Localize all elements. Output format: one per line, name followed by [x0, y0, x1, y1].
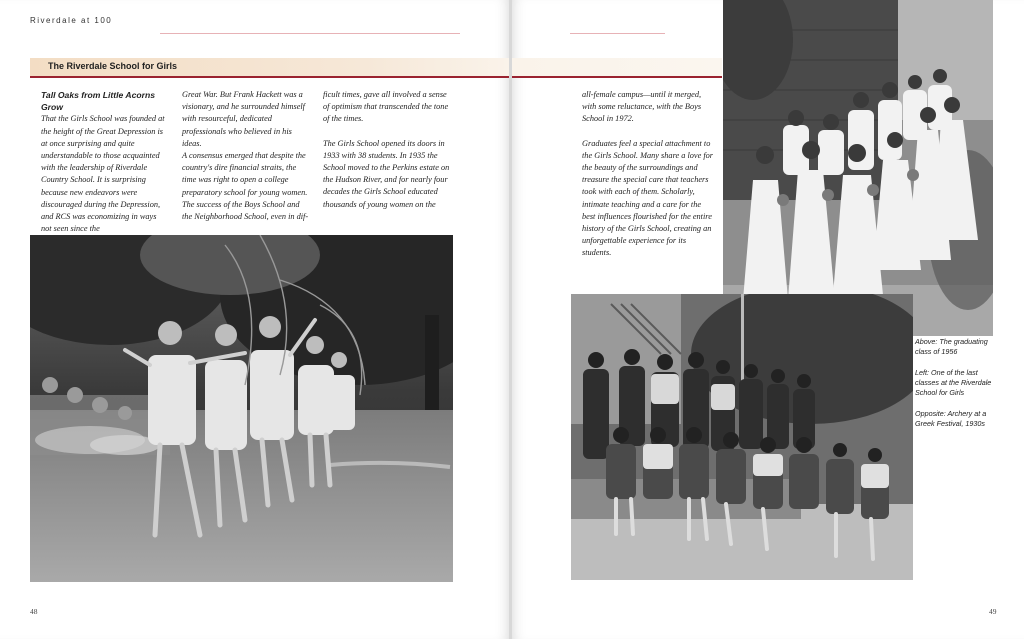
right-p1: all-female campus—until it merged, with some reluctance, with the Boys School in 1972. [582, 90, 702, 124]
running-head-rule [160, 33, 460, 34]
section-rule [30, 76, 509, 78]
caption-above: Above: The graduating class of 1956 [915, 337, 988, 356]
last-class-photo-image [571, 294, 913, 580]
text-column-3 [323, 89, 455, 223]
caption-left: Left: One of the last classes at the Riverdale School for Girls [915, 368, 992, 397]
page-number-left: 48 [30, 607, 38, 616]
section-band-right [512, 58, 722, 76]
archery-photo [30, 235, 453, 582]
section-band [30, 58, 509, 76]
graduation-photo [723, 0, 993, 336]
caption-opposite: Opposite: Archery at a Greek Festival, 1930s [915, 409, 987, 428]
text-column-1 [41, 89, 169, 235]
running-head-rule-right [570, 33, 665, 34]
col3-p2: The Girls School opened its doors in 1933 with 38 students. In 1935 the School moved to the Perkins estate on the Hudson River, and for nearly four decades the Girls School educated thousands of young women on the [323, 138, 450, 209]
left-page [0, 0, 509, 639]
text-column-2 [182, 89, 310, 223]
subhead: Tall Oaks from Little Acorns Grow [41, 90, 155, 113]
section-title: The Riverdale School for Girls [48, 61, 178, 71]
col1-body: That the Girls School was founded at the height of the Great Depression is at once surprising and quite understandable to those acquainted with the leadership of Riverdale Country School. It is surprising because new endeavors were discouraged during the Depression, and RCS was economizing in ways not seen since the [41, 114, 165, 234]
right-page [512, 0, 1024, 639]
col3-p1: ficult times, gave all involved a sense of optimism that transcended the tone of the times. [323, 90, 449, 124]
col2-p2: A consensus emerged that despite the country's dire financial straits, the time was right to open a college preparatory school for young women. The success of the Boys School and the Neighborhood School, even in dif- [182, 151, 309, 222]
running-head: Riverdale at 100 [30, 16, 113, 25]
photo-captions [915, 337, 997, 440]
archery-photo-image [30, 235, 453, 582]
page-number-right: 49 [989, 607, 997, 616]
right-p2: Graduates feel a special attachment to the Girls School. Many share a love for the beauty of the surroundings and treasure the special care that teachers took with each of them. Scholarly, intimate teaching and a care for the best influences flourished for the entire history of the Girls School, creating an unforgettable experience for its students. [582, 138, 714, 258]
section-rule-right [512, 76, 722, 78]
right-text-column [582, 89, 714, 272]
col2-p1: Great War. But Frank Hackett was a visionary, and he surrounded himself with resourceful, dedicated professionals who believed in his ideas. [182, 90, 305, 148]
graduation-photo-image [723, 0, 993, 336]
last-class-photo [571, 294, 913, 580]
